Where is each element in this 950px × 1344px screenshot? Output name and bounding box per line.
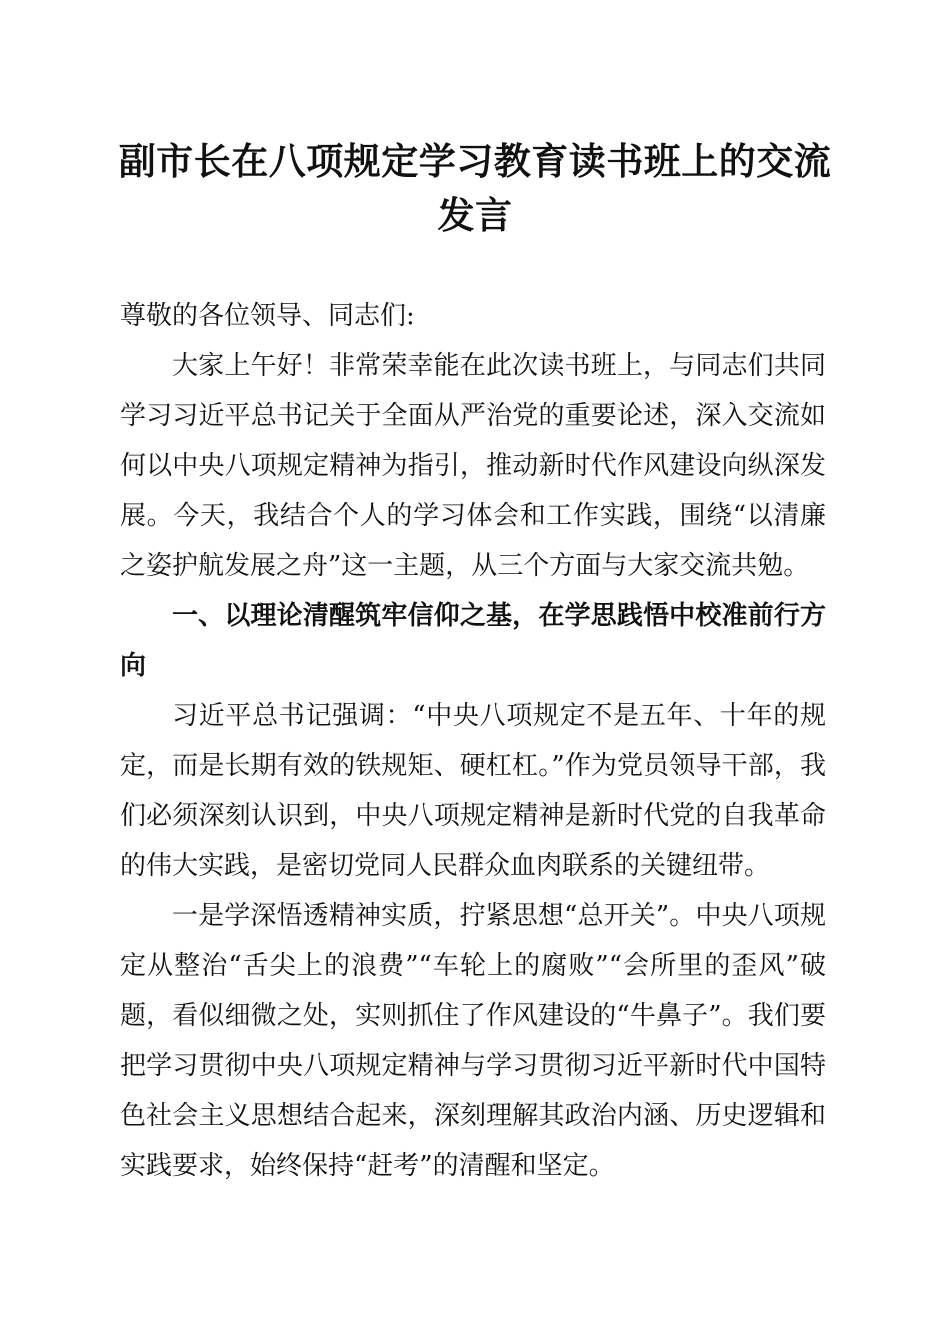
quote-paragraph: 习近平总书记强调：“中央八项规定不是五年、十年的规定，而是长期有效的铁规矩、硬杠杠。”作为党员领导干部，我们必须深刻认识到，中央八项规定精神是新时代党的自我革命的伟大实践，是密切党同人民群众血肉联系的关键纽带。 xyxy=(120,701,826,881)
salutation: 尊敬的各位领导、同志们: xyxy=(120,301,415,331)
section-one-heading: 一、以理论清醒筑牢信仰之基，在学思践悟中校准前行方向 xyxy=(120,601,826,681)
intro-paragraph: 大家上午好！非常荣幸能在此次读书班上，与同志们共同学习习近平总书记关于全面从严治党的重要论述，深入交流如何以中央八项规定精神为指引，推动新时代作风建设向纵深发展。今天，我结合个人的学习体会和工作实践，围绕“以清廉之姿护航发展之舟”这一主题，从三个方面与大家交流共勉。 xyxy=(120,351,826,581)
point-one-paragraph: 一是学深悟透精神实质，拧紧思想“总开关”。中央八项规定从整治“舌尖上的浪费”“车轮上的腐败”“会所里的歪风”破题，看似细微之处，实则抓住了作风建设的“牛鼻子”。我们要把学习贯彻中央八项规定精神与学习贯彻习近平新时代中国特色社会主义思想结合起来，深刻理解其政治内涵、历史逻辑和实践要求，始终保持“赶考”的清醒和坚定。 xyxy=(120,901,826,1181)
document-title: 副市长在八项规定学习教育读书班上的交流发言 xyxy=(118,139,832,237)
